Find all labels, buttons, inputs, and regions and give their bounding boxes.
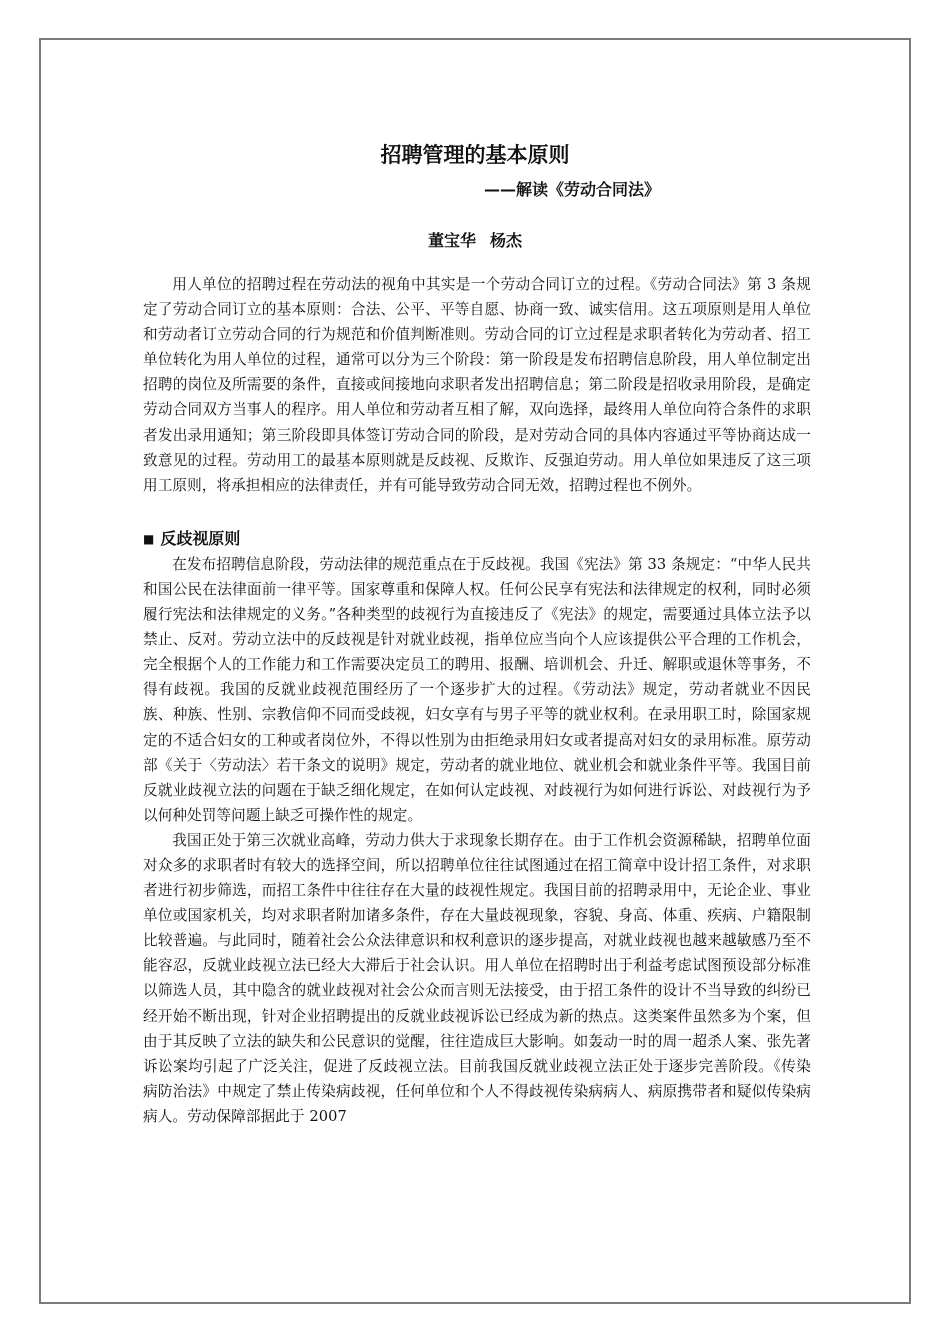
author-line [0, 228, 950, 251]
section-heading-text: 反歧视原则 [160, 528, 241, 548]
intro-paragraph: 用人单位的招聘过程在劳动法的视角中其实是一个劳动合同订立的过程。《劳动合同法》第 3 条规定了劳动合同订立的基本原则：合法、公平、平等自愿、协商一致、诚实信用。这五项原则是用人单位和劳动者订立劳动合同的行为规范和价值判断准则。劳动合同的订立过程是求职者转化为劳动者、招工单位转化为用人单位的过程，通常可以分为三个阶段：第一阶段是发布招聘信息阶段，用人单位制定出招聘的岗位及所需要的条件，直接或间接地向求职者发出招聘信息；第二阶段是招收录用阶段，是确定劳动合同双方当事人的程序。用人单位和劳动者互相了解，双向选择，最终用人单位向符合条件的求职者发出录用通知；第三阶段即具体签订劳动合同的阶段，是对劳动合同的具体内容通过平等协商达成一致意见的过程。劳动用工的最基本原则就是反歧视、反欺诈、反强迫劳动。用人单位如果违反了这三项用工原则，将承担相应的法律责任，并有可能导致劳动合同无效，招聘过程也不例外。 [143, 276, 811, 494]
document-title: 招聘管理的基本原则 [380, 143, 570, 167]
section-heading [143, 525, 811, 552]
author-name: 杨杰 [490, 231, 523, 250]
section-paragraph: 我国正处于第三次就业高峰，劳动力供大于求现象长期存在。由于工作机会资源稀缺，招聘单位面对众多的求职者时有较大的选择空间，所以招聘单位往往试图通过在招工简章中设计招工条件，对求职者进行初步筛选，而招工条件中往往存在大量的歧视性规定。我国目前的招聘录用中，无论企业、事业单位或国家机关，均对求职者附加诸多条件，存在大量歧视现象，容貌、身高、体重、疾病、户籍限制比较普遍。与此同时，随着社会公众法律意识和权利意识的逐步提高，对就业歧视也越来越敏感乃至不能容忍，反就业歧视立法已经大大滞后于社会认识。用人单位在招聘时出于利益考虑试图预设部分标准以筛选人员，其中隐含的就业歧视对社会公众而言则无法接受，由于招工条件的设计不当导致的纠纷已经开始不断出现，针对企业招聘提出的反就业歧视诉讼已经成为新的热点。这类案件虽然多为个案，但由于其反映了立法的缺失和公民意识的觉醒，往往造成巨大影响。如轰动一时的周一超杀人案、张先著诉讼案均引起了广泛关注，促进了反歧视立法。目前我国反就业歧视立法正处于逐步完善阶段。《传染病防治法》中规定了禁止传染病歧视，任何单位和个人不得歧视传染病病人、病原携带者和疑似传染病病人。劳动保障部据此于 2007 [143, 831, 811, 1125]
section-paragraph: 在发布招聘信息阶段，劳动法律的规范重点在于反歧视。我国《宪法》第 33 条规定：“中华人民共和国公民在法律面前一律平等。国家尊重和保障人权。任何公民享有宪法和法律规定的权利，同时必须履行宪法和法律规定的义务。”各种类型的歧视行为直接违反了《宪法》的规定，需要通过具体立法予以禁止、反对。劳动立法中的反歧视是针对就业歧视，指单位应当向个人应该提供公平合理的工作机会，完全根据个人的工作能力和工作需要决定员工的聘用、报酬、培训机会、升迁、解职或退休等事务，不得有歧视。我国的反就业歧视范围经历了一个逐步扩大的过程。《劳动法》规定，劳动者就业不因民族、种族、性别、宗教信仰不同而受歧视，妇女享有与男子平等的就业权利。在录用职工时，除国家规定的不适合妇女的工种或者岗位外，不得以性别为由拒绝录用妇女或者提高对妇女的录用标准。原劳动部《关于〈劳动法〉若干条文的说明》规定，劳动者的就业地位、就业机会和就业条件平等。我国目前反就业歧视立法的问题在于缺乏细化规定，在如何认定歧视、对歧视行为如何进行诉讼、对歧视行为予以何种处罚等问题上缺乏可操作性的规定。 [143, 555, 811, 824]
article-body [143, 272, 811, 1129]
square-bullet-icon: ■ [143, 531, 155, 546]
author-name: 董宝华 [427, 231, 476, 250]
document-subtitle: ——解读《劳动合同法》 [484, 180, 661, 199]
